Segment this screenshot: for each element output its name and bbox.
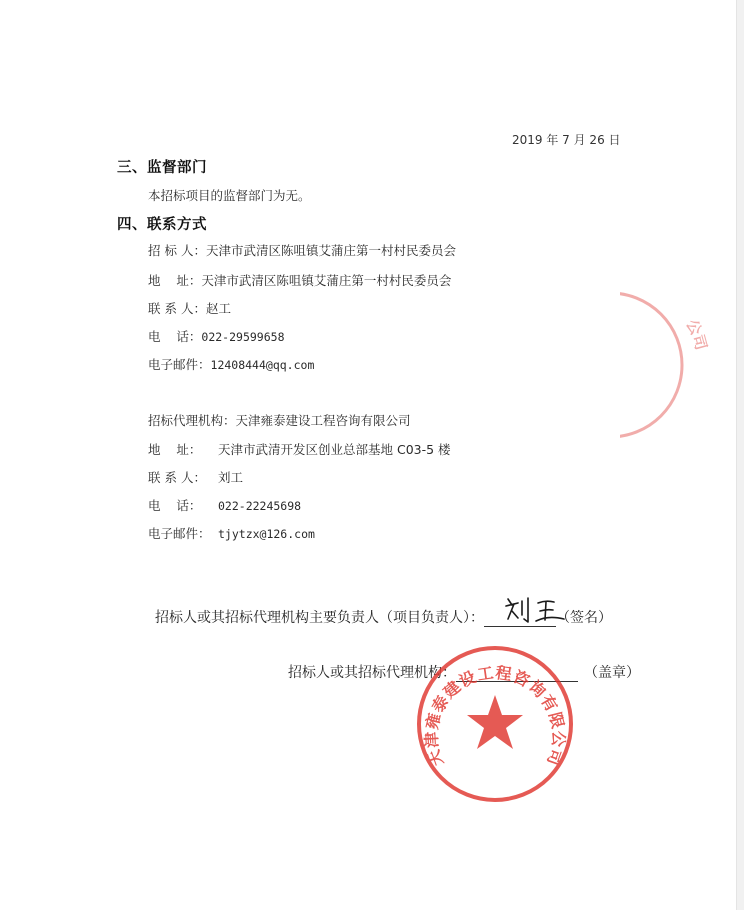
tenderer-phone-label: 电 话： <box>148 329 202 344</box>
agency-address-row <box>148 440 451 458</box>
tenderer-name-value: 天津市武清区陈咀镇艾蒲庄第一村村民委员会 <box>205 243 456 258</box>
agency-email-row <box>148 524 315 542</box>
page-scan-edge <box>736 0 744 910</box>
tenderer-name-label: 招 标 人： <box>148 243 206 258</box>
agency-name-label: 招标代理机构： <box>148 413 236 428</box>
handwritten-signature <box>498 593 572 627</box>
agency-name-value: 天津雍泰建设工程咨询有限公司 <box>235 413 411 428</box>
agency-phone-label: 电 话： <box>148 498 202 513</box>
tenderer-phone-value: 022-29599658 <box>201 330 285 344</box>
company-seal-stamp <box>414 643 576 805</box>
section-4-heading: 四、联系方式 <box>117 217 207 233</box>
section-3-body: 本招标项目的监督部门为无。 <box>148 188 311 203</box>
agency-phone-row <box>148 496 301 514</box>
tenderer-address-label: 地 址： <box>148 273 202 288</box>
section-3-heading: 三、监督部门 <box>117 160 207 176</box>
agency-phone-value: 022-22245698 <box>218 499 302 513</box>
tenderer-name-row <box>148 241 456 259</box>
agency-address-label: 地 址： <box>148 442 202 457</box>
tenderer-address-row <box>148 271 451 289</box>
agency-seal-label: 招标人或其招标代理机构： <box>288 665 456 681</box>
agency-contact-row <box>148 468 243 486</box>
tenderer-contact-value: 赵工 <box>205 301 231 316</box>
seal-text: 天津雍泰建设工程咨询有限公司 <box>421 662 569 769</box>
tenderer-email-value: 12408444@qq.com <box>210 358 315 372</box>
partial-seal-stamp <box>620 290 740 440</box>
tenderer-phone-row <box>148 327 285 345</box>
tenderer-contact-label: 联 系 人： <box>148 301 206 316</box>
agency-email-value: tjytzx@126.com <box>218 527 315 541</box>
document-date: 2019 年 7 月 26 日 <box>512 133 621 147</box>
svg-text:公司 <box>682 317 710 352</box>
seal-suffix: （盖章） <box>584 665 640 681</box>
tenderer-contact-row <box>148 299 231 317</box>
agency-contact-label: 联 系 人： <box>148 470 206 485</box>
responsible-label: 招标人或其招标代理机构主要负责人（项目负责人）： <box>155 610 484 626</box>
tenderer-email-label: 电子邮件： <box>148 357 211 372</box>
partial-seal-text: 公司 <box>682 316 711 352</box>
signature-suffix: （签名） <box>556 610 612 626</box>
agency-email-label: 电子邮件： <box>148 526 211 541</box>
tenderer-address-value: 天津市武清区陈咀镇艾蒲庄第一村村民委员会 <box>201 273 452 288</box>
tenderer-email-row <box>148 355 314 373</box>
agency-name-row <box>148 411 411 429</box>
agency-address-value: 天津市武清开发区创业总部基地 C03-5 楼 <box>218 442 451 457</box>
agency-contact-value: 刘工 <box>218 470 244 485</box>
